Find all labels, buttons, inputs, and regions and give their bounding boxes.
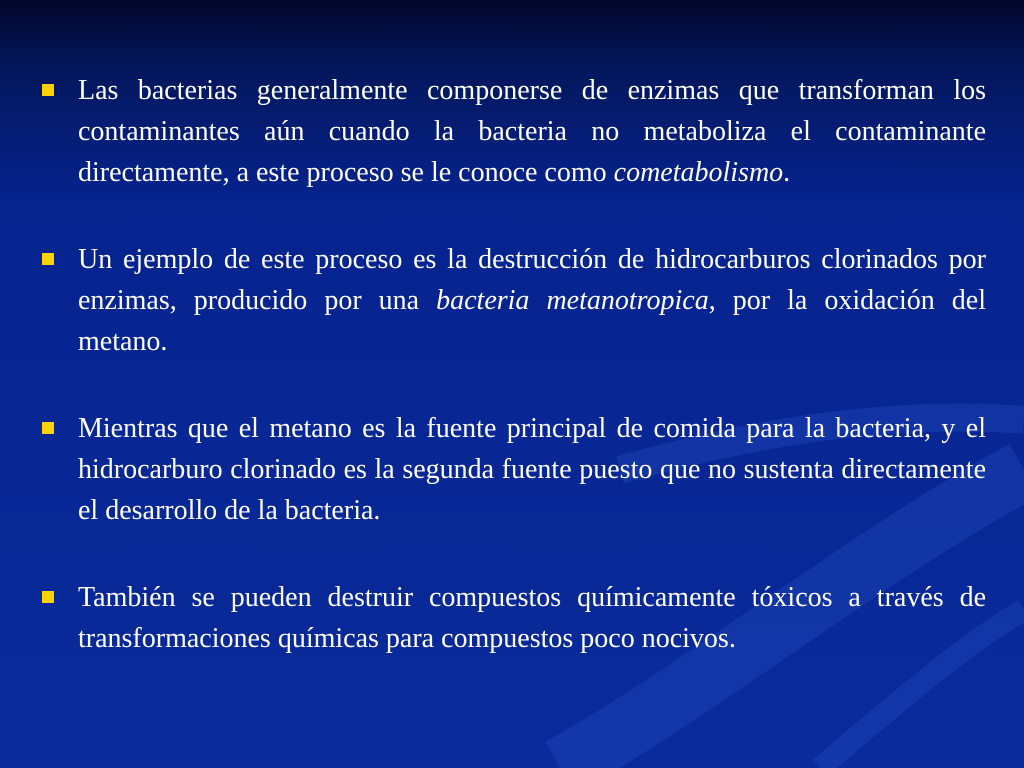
bullet-item-4 — [40, 577, 986, 659]
bullet-text: Mientras que el metano es la fuente principal de comida para la bacteria, y el hidrocarburo clorinado es la segunda fuente puesto que no sustenta directamente el desarrollo de la bacteria. — [78, 413, 986, 526]
square-bullet-icon — [42, 84, 54, 96]
square-bullet-icon — [42, 253, 54, 265]
square-bullet-icon — [42, 591, 54, 603]
bullet-text: Las bacterias generalmente componerse de enzimas que transforman los contaminantes aún cuando la bacteria no metaboliza el contaminante directamente, a este proceso se le conoce como — [78, 75, 986, 188]
bullet-text: Un ejemplo de este proceso es la destrucción de hidrocarburos clorinados por enzimas, producido por una — [78, 244, 986, 316]
bullet-italic-term: bacteria metanotropica — [436, 285, 709, 316]
slide-body — [40, 70, 986, 659]
bullet-item-3 — [40, 408, 986, 531]
bullet-item-2 — [40, 239, 986, 362]
bullet-text-tail: , por la oxidación del metano. — [78, 285, 986, 357]
bullet-italic-term: cometabolismo — [613, 157, 784, 188]
bullet-item-1 — [40, 70, 986, 193]
square-bullet-icon — [42, 422, 54, 434]
bullet-text: También se pueden destruir compuestos químicamente tóxicos a través de transformaciones químicas para compuestos poco nocivos. — [78, 582, 986, 654]
bullet-text-tail: . — [783, 157, 791, 188]
